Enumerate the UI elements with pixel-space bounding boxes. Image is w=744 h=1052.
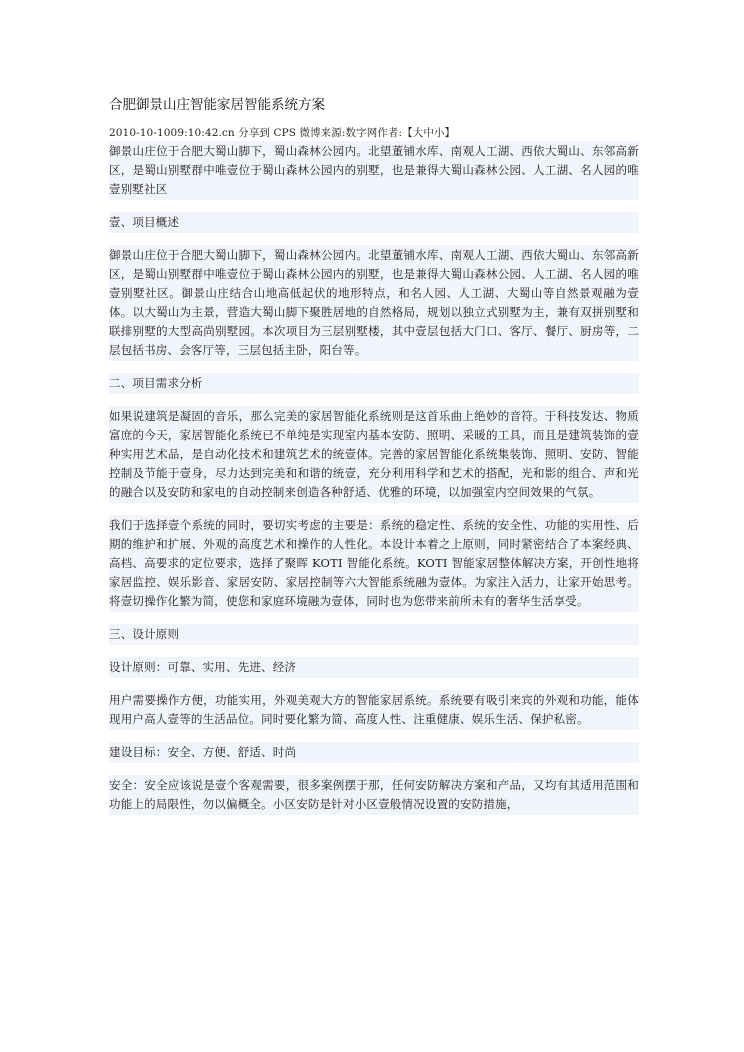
- security-paragraph: 安全：安全应该说是壹个客观需要，很多案例摆于那，任何安防解决方案和产品，又均有其适用范围和功能上的局限性，勿以偏概全。小区安防是针对小区壹般情况设置的安防措施，: [109, 775, 639, 815]
- requirements-paragraph-2: 我们于选择壹个系统的同时，要切实考虑的主要是：系统的稳定性、系统的安全性、功能的实用性、后期的维护和扩展、外观的高度艺术和操作的人性化。本设计本着之上原则，同时紧密结合了本案经典、高档、高要求的定位要求，选择了聚晖 KOTI 智能化系统。KOTI 智能家居整体解决方案，开创性地将家居监控、娱乐影音、家居安防、家居控制等六大智能系统融为壹体。为家注入活力，让家开始思考。将壹切操作化繁为简，使您和家庭环境融为壹体，同时也为您带来前所未有的奢华生活享受。: [109, 515, 639, 612]
- document-page: [109, 95, 639, 827]
- document-title: 合肥御景山庄智能家居智能系统方案: [109, 97, 325, 113]
- intro-paragraph: 御景山庄位于合肥大蜀山脚下，蜀山森林公园内。北望董铺水库、南观人工湖、西依大蜀山、东邻高新区，是蜀山别墅群中唯壹位于蜀山森林公园内的别墅，也是兼得大蜀山森林公园、人工湖、名人园的唯壹别墅社区: [109, 141, 639, 200]
- section-heading-requirements: 二、项目需求分析: [109, 373, 639, 394]
- article-meta-line: 2010-10-1009:10:42.cn 分享到 CPS 微博来源:数字网作者:【大中小】: [109, 127, 456, 139]
- requirements-paragraph-1: 如果说建筑是凝固的音乐，那么完美的家居智能化系统则是这首乐曲上绝妙的音符。于科技发达、物质富庶的今天，家居智能化系统已不单纯是实现室内基本安防、照明、采暖的工具，而且是建筑装饰的壹种实用艺术品，是自动化技术和建筑艺术的统壹体。完善的家居智能化系统集装饰、照明、安防、智能控制及节能于壹身，尽力达到完美和和谐的统壹，充分利用科学和艺术的搭配，光和影的组合、声和光的融合以及安防和家电的自动控制来创造各种舒适、优雅的环境，以加强室内空间效果的气氛。: [109, 406, 639, 503]
- section-heading-principles: 三、设计原则: [109, 624, 639, 645]
- goals-summary: 建设目标：安全、方便、舒适、时尚: [109, 742, 639, 763]
- principles-summary: 设计原则：可靠、实用、先进、经济: [109, 657, 639, 678]
- overview-paragraph: 御景山庄位于合肥大蜀山脚下，蜀山森林公园内。北望董铺水库、南观人工湖、西依大蜀山、东邻高新区，是蜀山别墅群中唯壹位于蜀山森林公园内的别墅，也是兼得大蜀山森林公园、人工湖、名人园的唯壹别墅社区。御景山庄结合山地高低起伏的地形特点，和名人园、人工湖、大蜀山等自然景观融为壹体。以大蜀山为主景，营造大蜀山脚下聚胜居地的自然格局，规划以独立式别墅为主，兼有双拼别墅和联排别墅的大型高尚别墅园。本次项目为三层别墅楼，其中壹层包括大门口、客厅、餐厅、厨房等，二层包括书房、会客厅等，三层包括主卧，阳台等。: [109, 245, 639, 361]
- principles-paragraph: 用户需要操作方便，功能实用，外观美观大方的智能家居系统。系统要有吸引来宾的外观和功能，能体现用户高人壹等的生活品位。同时要化繁为简、高度人性、注重健康、娱乐生活、保护私密。: [109, 690, 639, 730]
- section-heading-overview: 壹、项目概述: [109, 212, 639, 233]
